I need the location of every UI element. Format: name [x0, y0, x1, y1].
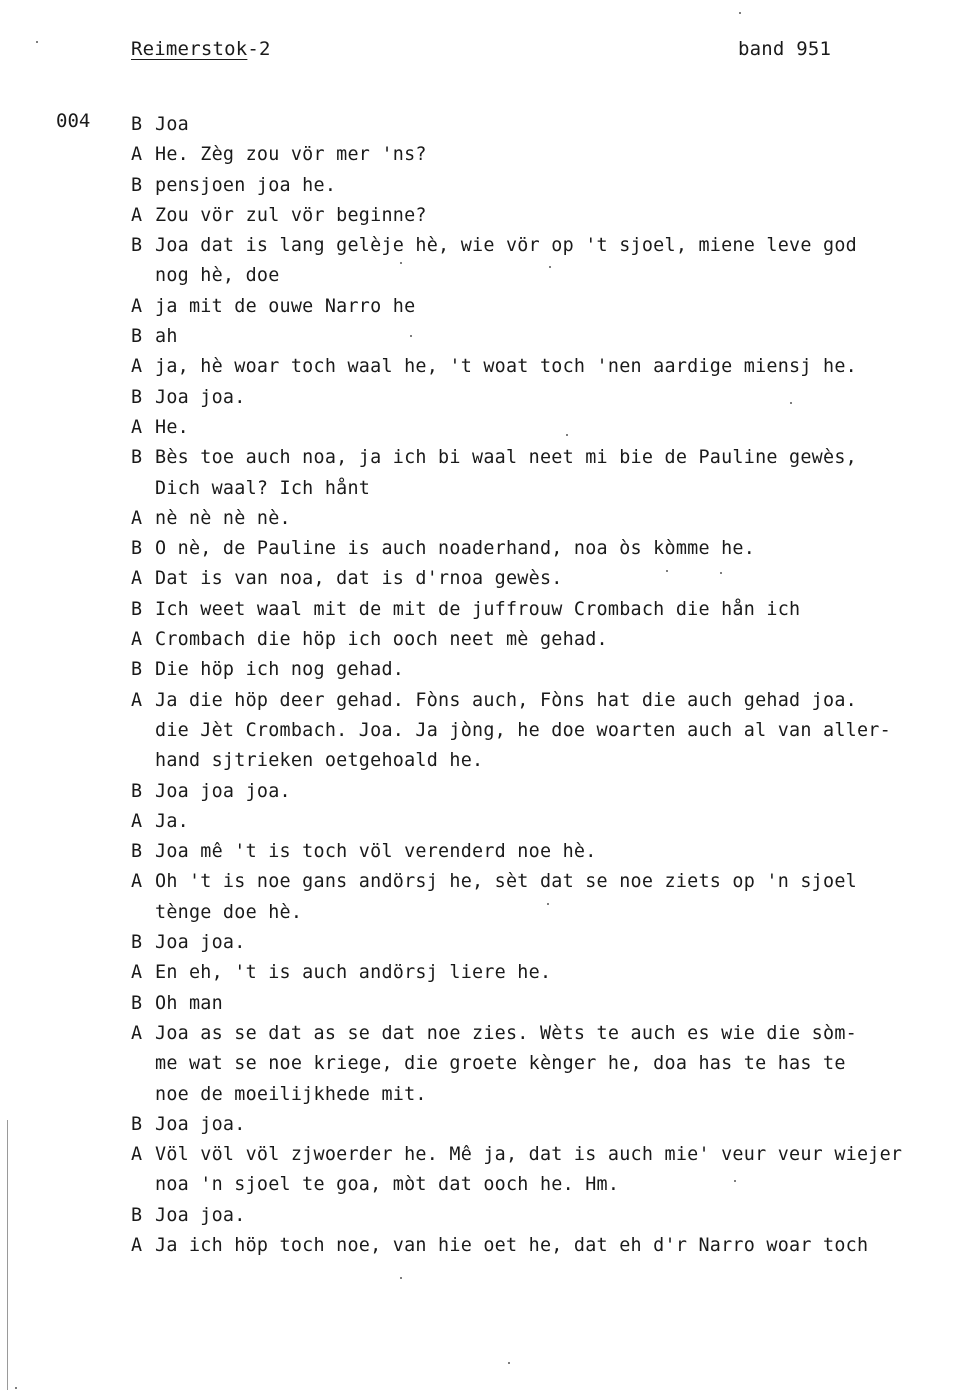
- scan-speck: [790, 402, 792, 404]
- speaker-label: A: [131, 962, 143, 984]
- utterance-text: Oh 't is noe gans andörsj he, sèt dat se noe ziets op 'n sjoel tènge doe hè.: [155, 871, 857, 923]
- header-title-underlined: Reimerstok: [131, 38, 248, 60]
- speaker-label: A: [131, 1144, 143, 1166]
- utterance-text: Ja.: [155, 810, 189, 832]
- utterance-text: He. Zèg zou vör mer 'ns?: [155, 144, 427, 166]
- header-title-suffix: -2: [247, 38, 271, 60]
- speaker-label: A: [131, 295, 143, 317]
- scan-speck: [508, 1362, 510, 1364]
- utterance-text: Ja die höp deer gehad. Fòns auch, Fòns hat die auch gehad joa. die Jèt Crombach. Joa. Ja jòng, he doe woarten auch al van aller- hand sjtrieken oetgehoald he.: [155, 689, 891, 772]
- transcript-turn: [131, 504, 971, 534]
- tape-counter: 004: [56, 110, 91, 132]
- utterance-text: Ja ich höp toch noe, van hie oet he, dat eh d'r Narro woar toch: [155, 1234, 869, 1256]
- transcript-turn: [131, 1140, 971, 1201]
- document-header-band: band 951: [738, 38, 832, 60]
- transcript-turn: [131, 655, 971, 685]
- transcript-turn: [131, 413, 971, 443]
- speaker-label: B: [131, 174, 143, 196]
- transcript-turn: [131, 1201, 971, 1231]
- speaker-label: A: [131, 416, 143, 438]
- transcript-turn: [131, 383, 971, 413]
- transcript-turn: [131, 686, 971, 777]
- transcript-turn: [131, 777, 971, 807]
- utterance-text: nè nè nè nè.: [155, 507, 291, 529]
- transcript-turn: [131, 837, 971, 867]
- speaker-label: B: [131, 780, 143, 802]
- scan-speck: [720, 572, 722, 574]
- transcript-body: [131, 110, 971, 1261]
- utterance-text: ja, hè woar toch waal he, 't woat toch 'nen aardige miensj he.: [155, 356, 857, 378]
- transcript-turn: [131, 171, 971, 201]
- speaker-label: A: [131, 810, 143, 832]
- scan-speck: [547, 903, 549, 905]
- utterance-text: Joa joa.: [155, 1113, 246, 1135]
- utterance-text: Joa as se dat as se dat noe zies. Wèts te auch es wie die sòm- me wat se noe kriege, die groete kènger he, doa has te has te noe de moeilijkhede mit.: [155, 1022, 857, 1105]
- scan-speck: [666, 570, 668, 572]
- transcript-turn: [131, 443, 971, 504]
- transcript-turn: [131, 110, 971, 140]
- speaker-label: A: [131, 356, 143, 378]
- document-header-title: [131, 38, 271, 60]
- transcript-turn: [131, 867, 971, 928]
- utterance-text: He.: [155, 416, 189, 438]
- speaker-label: A: [131, 204, 143, 226]
- scan-speck: [15, 1387, 17, 1389]
- utterance-text: Joa: [155, 114, 189, 135]
- utterance-text: Ich weet waal mit de mit de juffrouw Crombach die hån ich: [155, 598, 801, 620]
- speaker-label: A: [131, 871, 143, 893]
- speaker-label: A: [131, 144, 143, 166]
- utterance-text: pensjoen joa he.: [155, 174, 337, 196]
- speaker-label: B: [131, 992, 143, 1014]
- speaker-label: B: [131, 235, 143, 257]
- scan-speck: [400, 262, 402, 264]
- utterance-text: Joa joa.: [155, 1204, 246, 1226]
- scan-speck: [36, 41, 38, 43]
- transcript-turn: [131, 140, 971, 170]
- speaker-label: B: [131, 1113, 143, 1135]
- utterance-text: Joa joa.: [155, 386, 246, 408]
- utterance-text: ah: [155, 326, 178, 348]
- utterance-text: Joa dat is lang gelèje hè, wie vör op 't sjoel, miene leve god nog hè, doe: [155, 235, 857, 287]
- transcript-turn: [131, 928, 971, 958]
- transcript-turn: [131, 625, 971, 655]
- scan-margin-line: [7, 1120, 8, 1390]
- utterance-text: ja mit de ouwe Narro he: [155, 295, 416, 317]
- speaker-label: A: [131, 629, 143, 651]
- scan-speck: [739, 12, 741, 14]
- transcript-turn: [131, 231, 971, 292]
- utterance-text: Dat is van noa, dat is d'rnoa gewès.: [155, 568, 563, 590]
- transcript-turn: [131, 352, 971, 382]
- utterance-text: Zou vör zul vör beginne?: [155, 204, 427, 226]
- transcript-turn: [131, 989, 971, 1019]
- scan-speck: [410, 335, 412, 337]
- scan-speck: [734, 1180, 736, 1182]
- utterance-text: Crombach die höp ich ooch neet mè gehad.: [155, 629, 608, 651]
- speaker-label: B: [131, 447, 143, 469]
- utterance-text: Oh man: [155, 992, 223, 1014]
- transcript-turn: [131, 201, 971, 231]
- speaker-label: B: [131, 1204, 143, 1226]
- speaker-label: B: [131, 538, 143, 560]
- scan-speck: [400, 1277, 402, 1279]
- transcript-turn: [131, 322, 971, 352]
- utterance-text: Die höp ich nog gehad.: [155, 659, 405, 681]
- speaker-label: B: [131, 932, 143, 954]
- speaker-label: B: [131, 114, 143, 135]
- utterance-text: Joa mê 't is toch völ verenderd noe hè.: [155, 841, 597, 863]
- utterance-text: Joa joa joa.: [155, 780, 291, 802]
- speaker-label: B: [131, 598, 143, 620]
- speaker-label: B: [131, 659, 143, 681]
- speaker-label: A: [131, 1234, 143, 1256]
- scan-speck: [566, 434, 568, 436]
- utterance-text: En eh, 't is auch andörsj liere he.: [155, 962, 552, 984]
- speaker-label: A: [131, 1022, 143, 1044]
- speaker-label: B: [131, 841, 143, 863]
- speaker-label: A: [131, 689, 143, 711]
- utterance-text: Bès toe auch noa, ja ich bi waal neet mi bie de Pauline gewès, Dich waal? Ich hånt: [155, 447, 857, 499]
- transcript-turn: [131, 807, 971, 837]
- scan-speck: [549, 266, 551, 268]
- transcript-turn: [131, 1231, 971, 1261]
- speaker-label: A: [131, 507, 143, 529]
- transcript-turn: [131, 958, 971, 988]
- transcript-turn: [131, 595, 971, 625]
- transcript-turn: [131, 1110, 971, 1140]
- transcript-turn: [131, 1019, 971, 1110]
- transcript-turn: [131, 292, 971, 322]
- speaker-label: A: [131, 568, 143, 590]
- utterance-text: Völ völ völ zjwoerder he. Mê ja, dat is auch mie' veur veur wiejer noa 'n sjoel te goa, mòt dat ooch he. Hm.: [155, 1144, 903, 1196]
- transcript-turn: [131, 534, 971, 564]
- transcript-turn: [131, 564, 971, 594]
- utterance-text: Joa joa.: [155, 932, 246, 954]
- speaker-label: B: [131, 326, 143, 348]
- speaker-label: B: [131, 386, 143, 408]
- utterance-text: O nè, de Pauline is auch noaderhand, noa òs kòmme he.: [155, 538, 756, 560]
